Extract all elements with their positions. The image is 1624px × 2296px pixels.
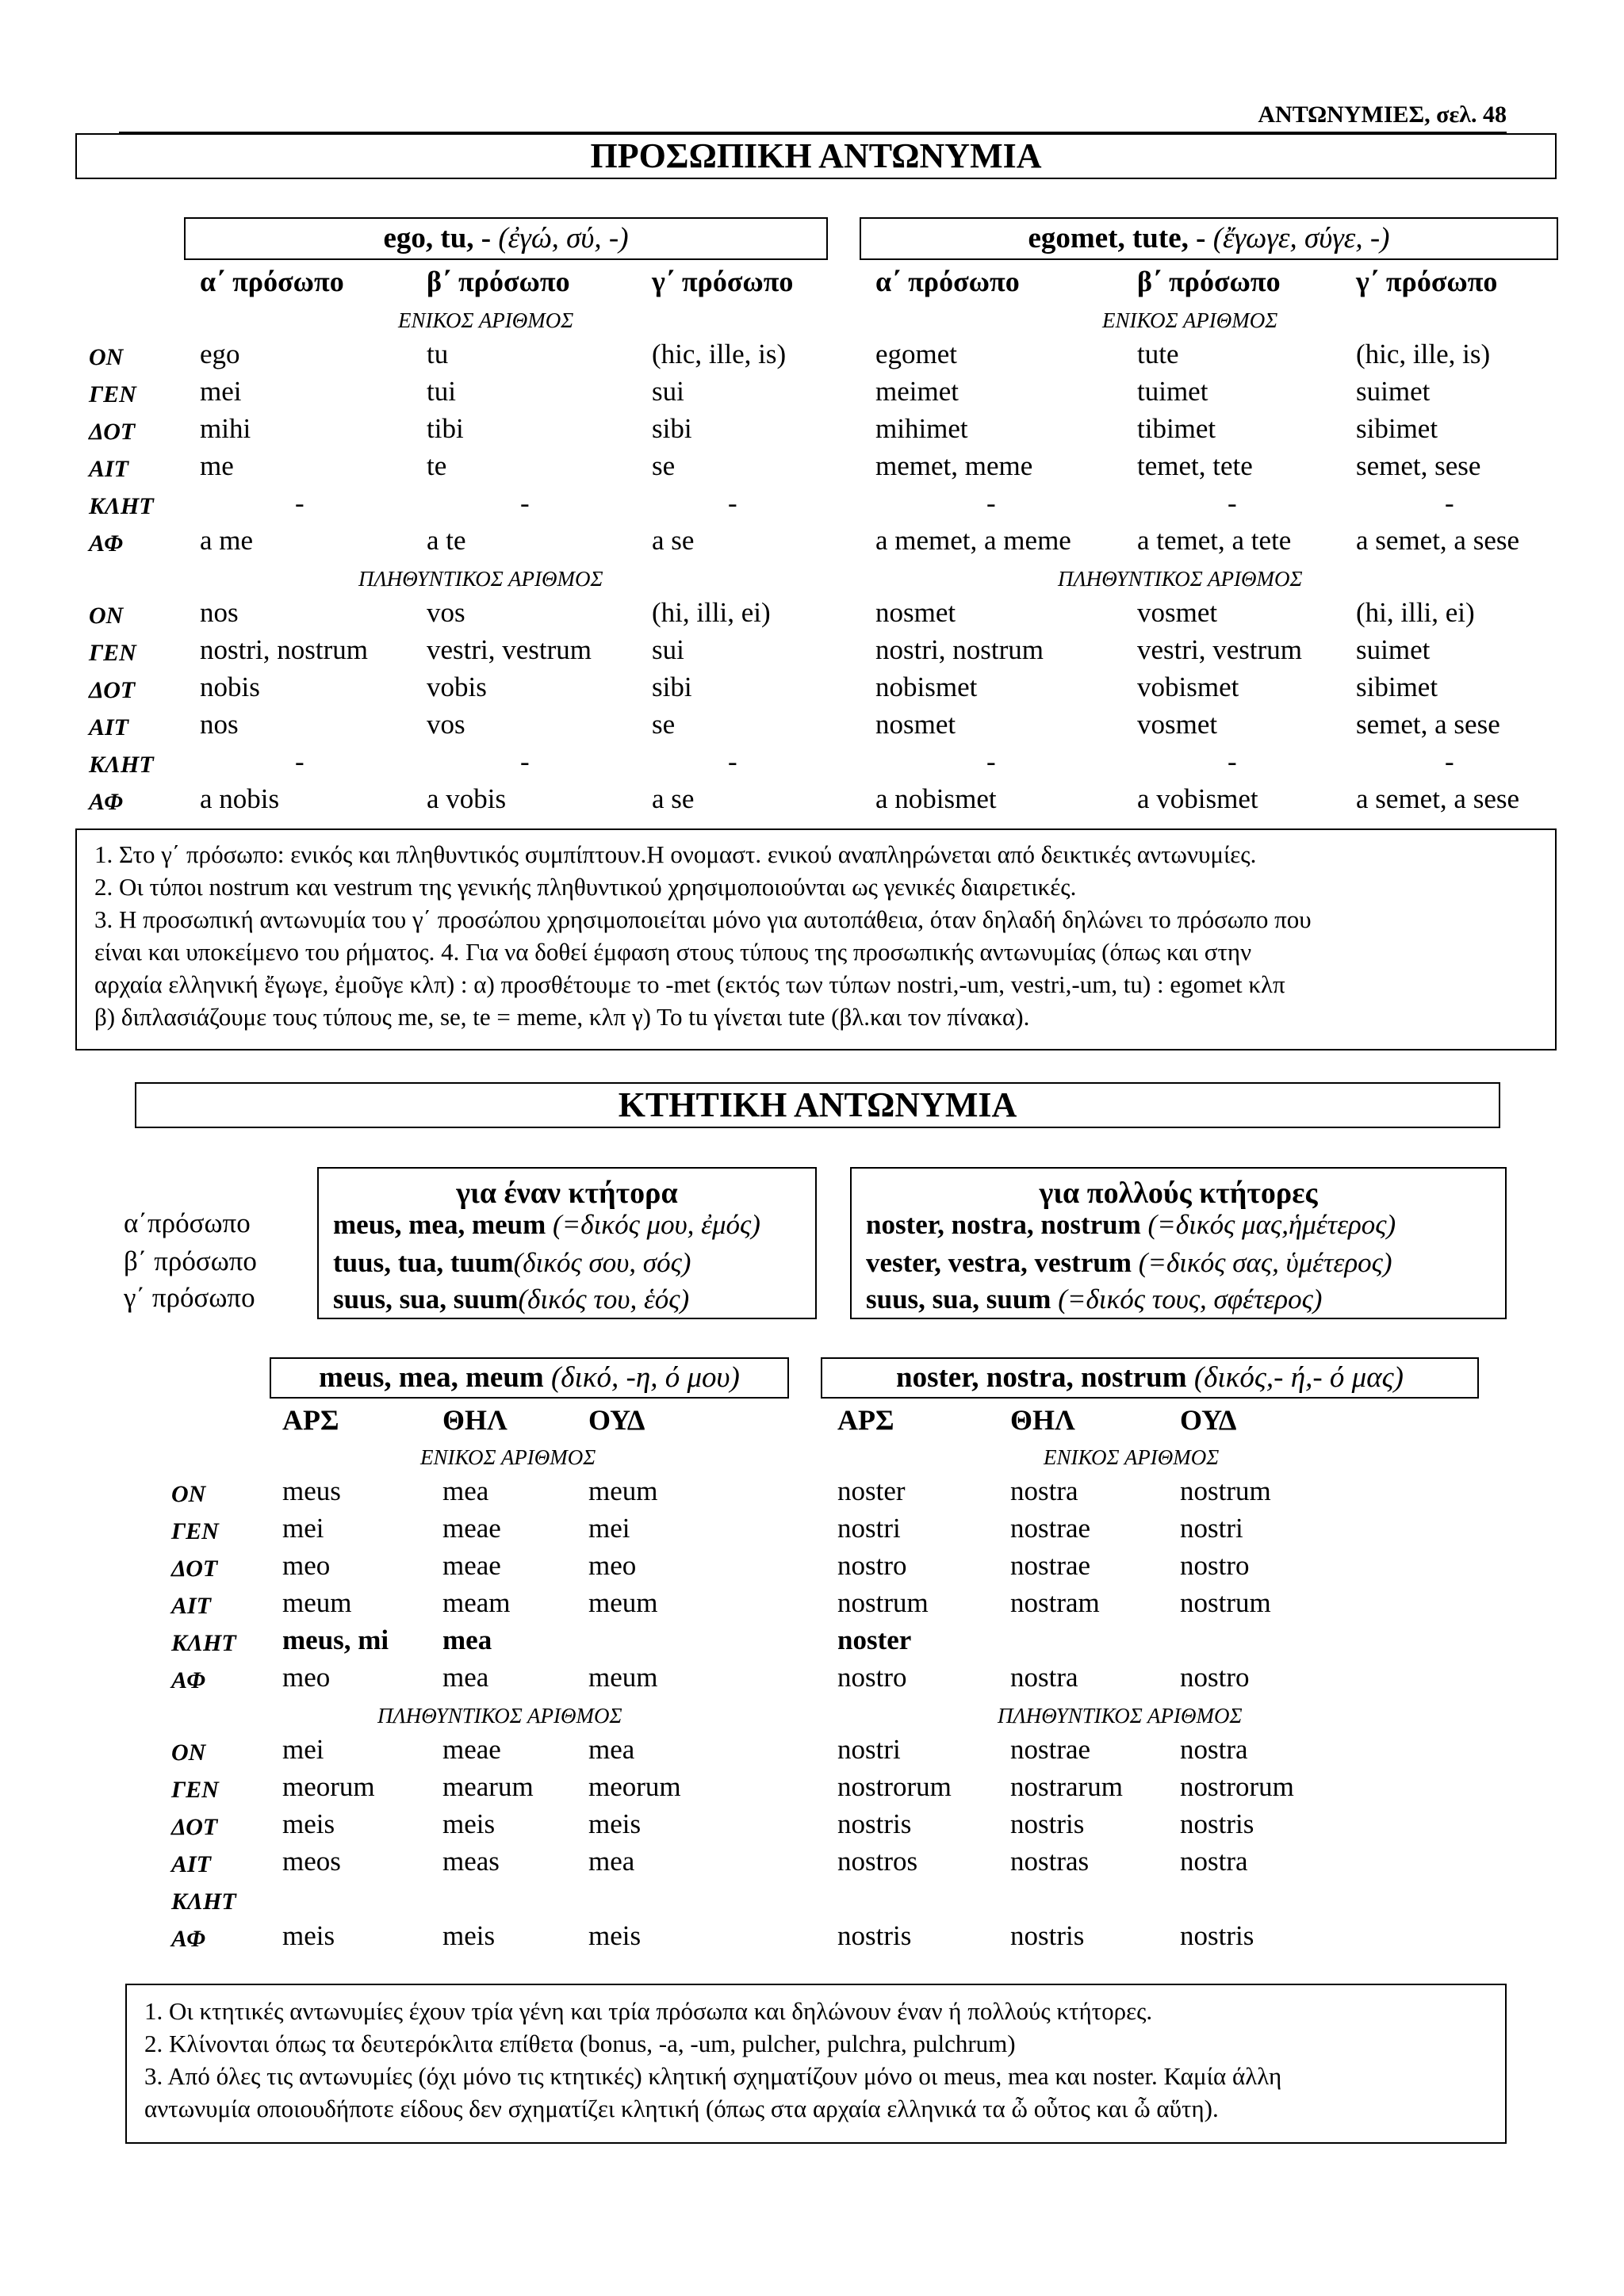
table-cell: nobismet	[875, 672, 978, 702]
case-label: ΔΟΤ	[89, 677, 136, 703]
table-cell: mea	[588, 1734, 635, 1765]
many-owners-title: για πολλούς κτήτορες	[1039, 1177, 1318, 1210]
table-cell: nosmet	[875, 709, 956, 740]
personal-singular-label-row	[0, 304, 1624, 336]
gender-headers	[0, 1402, 1624, 1438]
table-cell: meis	[588, 1808, 642, 1839]
note-line: 1. Στο γ΄ πρόσωπο: ενικός και πληθυντικός συμπίπτουν.Η ονομαστ. ενικού αναπληρώνεται από δεικτικές αντωνυμίες.	[94, 840, 1257, 868]
table-row	[0, 1622, 1624, 1659]
possessive-box-meus	[270, 1357, 789, 1399]
one-owner-forms: suus, sua, suum	[333, 1284, 519, 1314]
table-cell: -	[1228, 488, 1237, 519]
table-cell: nostra	[1180, 1846, 1248, 1877]
table-cell: vos	[427, 597, 465, 628]
table-cell: (hic, ille, is)	[652, 339, 787, 369]
table-cell: -	[1445, 746, 1454, 777]
table-cell: nostris	[1180, 1920, 1254, 1951]
personal-col-headers	[0, 263, 1624, 300]
table-cell: sibimet	[1356, 672, 1438, 702]
table-row	[0, 1843, 1624, 1880]
page-header	[119, 101, 1507, 133]
case-label: ΟΝ	[171, 1739, 206, 1766]
table-cell: mihimet	[875, 413, 968, 444]
table-cell: a nobismet	[875, 783, 997, 814]
many-owners-forms: vester, vestra, vestrum	[866, 1247, 1132, 1278]
case-label: ΔΟΤ	[89, 419, 136, 445]
many-owners-forms: suus, sua, suum	[866, 1284, 1051, 1314]
table-cell: te	[427, 450, 447, 481]
personal-plural-label: ΠΛΗΘΥΝΤΙΚΟΣ ΑΡΙΘΜΟΣ	[1058, 567, 1303, 591]
table-row	[0, 1769, 1624, 1805]
table-row	[0, 373, 1624, 410]
gender-header: ΘΗΛ	[442, 1404, 508, 1436]
one-owner-forms: meus, mea, meum	[333, 1209, 546, 1240]
table-cell: -	[986, 488, 996, 519]
table-cell: nostrorum	[1180, 1771, 1294, 1802]
possessive-box-noster-italic: (δικός,- ή,- ό μας)	[1186, 1361, 1404, 1394]
table-row	[0, 669, 1624, 706]
many-owners-forms: noster, nostra, nostrum	[866, 1209, 1141, 1240]
table-row	[0, 1806, 1624, 1843]
table-cell: a memet, a meme	[875, 525, 1071, 556]
table-cell: nostri	[837, 1734, 901, 1765]
table-cell: nostrum	[1180, 1475, 1271, 1506]
table-cell: a vobismet	[1137, 783, 1258, 814]
personal-col-header: γ΄ πρόσωπο	[652, 266, 794, 297]
case-label: ΑΦ	[89, 789, 123, 815]
possessive-singular-label: ΕΝΙΚΟΣ ΑΡΙΘΜΟΣ	[420, 1445, 596, 1469]
table-cell: sui	[652, 634, 684, 665]
personal-plural-label-row	[0, 563, 1624, 595]
gender-header: ΑΡΣ	[837, 1404, 894, 1436]
table-cell: nobis	[200, 672, 260, 702]
table-cell: meo	[588, 1550, 637, 1581]
table-cell: (hi, illi, ei)	[652, 597, 771, 628]
table-cell: meae	[442, 1513, 501, 1544]
table-cell: semet, sese	[1356, 450, 1481, 481]
table-cell: (hi, illi, ei)	[1356, 597, 1475, 628]
table-row	[0, 595, 1624, 631]
possessive-notes	[125, 1984, 1507, 2144]
personal-col-header: β΄ πρόσωπο	[1137, 266, 1281, 297]
table-cell: mei	[588, 1513, 630, 1544]
one-owner-line	[333, 1245, 691, 1281]
note-line: 1. Οι κτητικές αντωνυμίες έχουν τρία γένη και τρία πρόσωπα και δηλώνουν έναν ή πολλούς κτήτορες.	[144, 1997, 1153, 2025]
note-line: 3. Από όλες τις αντωνυμίες (όχι μόνο τις κτητικές) κλητική σχηματίζουν μόνο οι meus, mea και noster. Καμία άλλη	[144, 2062, 1282, 2090]
case-label: ΟΝ	[89, 344, 124, 370]
gender-header: ΘΗΛ	[1010, 1404, 1075, 1436]
table-cell: nosmet	[875, 597, 956, 628]
table-cell: sui	[652, 376, 684, 407]
table-row	[0, 744, 1624, 780]
table-cell: -	[1228, 746, 1237, 777]
case-label: ΔΟΤ	[171, 1556, 218, 1582]
table-cell: mea	[442, 1662, 489, 1693]
note-line: αντωνυμία οποιουδήποτε είδους δεν σχηματίζει κλητική (όπως στα αρχαία ελληνικά τα ὦ οὗτος και ὦ αὕτη).	[144, 2095, 1219, 2122]
case-label: ΓΕΝ	[89, 640, 136, 666]
possessive-plural-label-row	[0, 1700, 1624, 1732]
table-cell: mei	[282, 1734, 324, 1765]
possessive-box-noster	[821, 1357, 1479, 1399]
table-cell: -	[295, 746, 304, 777]
table-cell: nostra	[1180, 1734, 1248, 1765]
table-cell: meum	[588, 1475, 658, 1506]
table-cell: meum	[588, 1587, 658, 1618]
note-line: 2. Κλίνονται όπως τα δευτερόκλιτα επίθετα (bonus, -a, -um, pulcher, pulchra, pulchrum)	[144, 2030, 1016, 2057]
table-row	[0, 1659, 1624, 1696]
personal-plural-label: ΠΛΗΘΥΝΤΙΚΟΣ ΑΡΙΘΜΟΣ	[358, 567, 603, 591]
table-cell: meum	[282, 1587, 352, 1618]
table-cell: nostram	[1010, 1587, 1100, 1618]
table-cell: egomet	[875, 339, 958, 369]
one-owner-title: για έναν κτήτορα	[456, 1177, 678, 1210]
table-cell: nostrae	[1010, 1513, 1091, 1544]
table-cell: mearum	[442, 1771, 534, 1802]
table-cell: nostra	[1010, 1662, 1078, 1693]
case-label: ΔΟΤ	[171, 1814, 218, 1840]
table-cell: a temet, a tete	[1137, 525, 1292, 556]
table-cell: meis	[282, 1808, 335, 1839]
case-label: ΚΛΗΤ	[171, 1888, 236, 1915]
table-row	[0, 1548, 1624, 1584]
table-cell: tibimet	[1137, 413, 1216, 444]
table-cell: nostros	[837, 1846, 918, 1877]
many-owners-gloss: (=δικός τους, σφέτερος)	[1051, 1284, 1323, 1314]
table-cell: memet, meme	[875, 450, 1033, 481]
case-label: ΓΕΝ	[171, 1777, 219, 1803]
one-owner-line	[333, 1281, 689, 1318]
table-cell: vosmet	[1137, 709, 1218, 740]
table-row	[0, 1473, 1624, 1510]
page-header-text: ΑΝΤΩΝΥΜΙΕΣ, σελ. 48	[1258, 101, 1507, 128]
table-cell: mihi	[200, 413, 251, 444]
table-cell: -	[520, 488, 530, 519]
table-cell: tui	[427, 376, 456, 407]
table-cell: meam	[442, 1587, 511, 1618]
table-cell: meos	[282, 1846, 341, 1877]
table-cell: tibi	[427, 413, 464, 444]
table-cell: -	[728, 746, 737, 777]
table-cell: -	[1445, 488, 1454, 519]
one-owner-gloss: (δικός σου, σός)	[513, 1247, 691, 1278]
table-cell: meo	[282, 1550, 331, 1581]
many-owners-gloss: (=δικός σας, ὑμέτερος)	[1131, 1247, 1392, 1278]
personal-singular-label: ΕΝΙΚΟΣ ΑΡΙΘΜΟΣ	[1102, 308, 1278, 332]
table-cell: -	[986, 746, 996, 777]
note-line: είναι και υποκείμενο του ρήματος. 4. Για να δοθεί έμφαση στους τύπους της προσωπικής αντωνυμίας (όπως και στην	[94, 938, 1252, 966]
table-cell: nostris	[837, 1808, 912, 1839]
table-cell: semet, a sese	[1356, 709, 1500, 740]
table-cell: vosmet	[1137, 597, 1218, 628]
table-cell: meae	[442, 1550, 501, 1581]
table-cell: nostris	[1010, 1920, 1085, 1951]
table-cell: nostrarum	[1010, 1771, 1123, 1802]
table-cell: nostri, nostrum	[875, 634, 1044, 665]
table-cell: nos	[200, 597, 239, 628]
gender-header: ΟΥΔ	[588, 1404, 645, 1436]
table-cell: nostri, nostrum	[200, 634, 368, 665]
case-label: ΑΦ	[171, 1926, 205, 1952]
table-cell: a semet, a sese	[1356, 783, 1520, 814]
table-cell: meus, mi	[282, 1624, 389, 1655]
one-owner-line	[333, 1207, 760, 1243]
table-cell: sibimet	[1356, 413, 1438, 444]
table-cell: tuimet	[1137, 376, 1208, 407]
table-cell: vestri, vestrum	[427, 634, 592, 665]
table-cell: meimet	[875, 376, 959, 407]
table-cell: a te	[427, 525, 466, 556]
table-cell: se	[652, 450, 676, 481]
table-cell: nostris	[1010, 1808, 1085, 1839]
table-row	[0, 1732, 1624, 1768]
table-cell: nostro	[837, 1550, 907, 1581]
possessive-singular-label-row	[0, 1441, 1624, 1473]
table-cell: suimet	[1356, 376, 1431, 407]
person-label: γ΄ πρόσωπο	[124, 1282, 255, 1313]
one-owner-gloss: (=δικός μου, ἐμός)	[546, 1209, 760, 1240]
section-title-personal	[75, 133, 1557, 179]
case-label: ΚΛΗΤ	[89, 752, 154, 778]
table-row	[0, 411, 1624, 447]
one-owner-gloss: (δικός του, ἑός)	[518, 1284, 690, 1314]
table-row	[0, 632, 1624, 668]
table-cell: -	[728, 488, 737, 519]
table-cell: sibi	[652, 413, 692, 444]
possessive-box-noster-bold: noster, nostra, nostrum	[896, 1361, 1187, 1394]
personal-box-egomet-italic: (ἔγωγε, σύγε, -)	[1212, 222, 1390, 254]
table-cell: mei	[282, 1513, 324, 1544]
case-label: ΑΙΤ	[171, 1593, 212, 1619]
table-row	[0, 1510, 1624, 1547]
possessive-box-meus-bold: meus, mea, meum	[319, 1361, 544, 1394]
table-cell: -	[520, 746, 530, 777]
personal-col-header: α΄ πρόσωπο	[875, 266, 1020, 297]
personal-singular-label: ΕΝΙΚΟΣ ΑΡΙΘΜΟΣ	[398, 308, 574, 332]
table-cell: me	[200, 450, 234, 481]
table-cell: nostrum	[1180, 1587, 1271, 1618]
personal-col-header: α΄ πρόσωπο	[200, 266, 344, 297]
case-label: ΑΦ	[171, 1667, 205, 1693]
table-cell: meis	[442, 1808, 496, 1839]
table-cell: meorum	[282, 1771, 375, 1802]
person-label: β΄ πρόσωπο	[124, 1246, 257, 1276]
table-cell: nostri	[837, 1513, 901, 1544]
personal-box-ego	[184, 217, 828, 260]
possessive-plural-label: ΠΛΗΘΥΝΤΙΚΟΣ ΑΡΙΘΜΟΣ	[998, 1704, 1243, 1728]
possessive-box-meus-italic: (δικό, -η, ό μου)	[543, 1361, 740, 1394]
note-line: 3. Η προσωπική αντωνυμία του γ΄ προσώπου χρησιμοποιείται μόνο για αυτοπάθεια, όταν δηλαδή δηλώνει το πρόσωπο που	[94, 905, 1312, 933]
case-label: ΑΙΤ	[89, 456, 129, 482]
table-cell: nostris	[837, 1920, 912, 1951]
case-label: ΟΝ	[171, 1481, 206, 1507]
table-row	[0, 1918, 1624, 1954]
table-cell: meae	[442, 1734, 501, 1765]
one-owner-box	[317, 1167, 817, 1319]
note-line: β) διπλασιάζουμε τους τύπους me, se, te = meme, κλπ γ) Το tu γίνεται tute (βλ.και τον πίνακα).	[94, 1003, 1030, 1031]
table-cell: a nobis	[200, 783, 280, 814]
table-cell: nostra	[1010, 1475, 1078, 1506]
table-cell: mei	[200, 376, 242, 407]
case-label: ΓΕΝ	[171, 1518, 219, 1544]
table-cell: (hic, ille, is)	[1356, 339, 1491, 369]
person-label: α΄πρόσωπο	[124, 1207, 251, 1238]
table-cell: nostrae	[1010, 1550, 1091, 1581]
possessive-plural-label: ΠΛΗΘΥΝΤΙΚΟΣ ΑΡΙΘΜΟΣ	[377, 1704, 622, 1728]
table-cell: nostras	[1010, 1846, 1090, 1877]
table-cell: a vobis	[427, 783, 507, 814]
many-owners-box	[850, 1167, 1507, 1319]
table-row	[0, 1585, 1624, 1621]
table-cell: -	[295, 488, 304, 519]
note-line: 2. Οι τύποι nostrum και vestrum της γενικής πληθυντικού χρησιμοποιούνται ως γενικές διαιρετικές.	[94, 873, 1077, 901]
table-cell: mea	[442, 1624, 492, 1655]
table-cell: vobis	[427, 672, 487, 702]
many-owners-line	[866, 1281, 1322, 1318]
gender-header: ΑΡΣ	[282, 1404, 339, 1436]
table-cell: a semet, a sese	[1356, 525, 1520, 556]
case-label: ΓΕΝ	[89, 381, 136, 408]
personal-box-ego-bold: ego, tu, -	[383, 222, 492, 254]
case-label: ΑΙΤ	[171, 1851, 212, 1877]
possessive-singular-label: ΕΝΙΚΟΣ ΑΡΙΘΜΟΣ	[1044, 1445, 1220, 1469]
table-cell: se	[652, 709, 676, 740]
personal-box-egomet-bold: egomet, tute, -	[1028, 222, 1206, 254]
section-title-possessive-text: ΚΤΗΤΙΚΗ ΑΝΤΩΝΥΜΙΑ	[618, 1085, 1017, 1124]
case-label: ΚΛΗΤ	[171, 1630, 236, 1656]
many-owners-line	[866, 1245, 1392, 1281]
table-cell: a se	[652, 783, 695, 814]
table-row	[0, 706, 1624, 743]
table-cell: vestri, vestrum	[1137, 634, 1303, 665]
table-cell: mea	[442, 1475, 489, 1506]
personal-box-ego-italic: (ἐγώ, σύ, -)	[498, 222, 629, 254]
table-cell: meis	[588, 1920, 642, 1951]
table-cell: tute	[1137, 339, 1179, 369]
table-cell: sibi	[652, 672, 692, 702]
table-row	[0, 336, 1624, 373]
section-title-possessive	[135, 1082, 1500, 1128]
many-owners-line	[866, 1207, 1396, 1243]
table-cell: nostrorum	[837, 1771, 952, 1802]
note-line: αρχαία ελληνική ἔγωγε, ἐμοῦγε κλπ) : α) προσθέτουμε το -met (εκτός των τύπων nostri,-um, vestri,-um, tu) : egomet κλπ	[94, 970, 1285, 998]
table-row	[0, 781, 1624, 817]
table-cell: meas	[442, 1846, 500, 1877]
case-label: ΑΦ	[89, 530, 123, 557]
many-owners-gloss: (=δικός μας,ἡμέτερος)	[1140, 1209, 1396, 1240]
personal-notes	[75, 828, 1557, 1050]
table-row	[0, 485, 1624, 522]
table-cell: noster	[837, 1475, 906, 1506]
section-title-personal-text: ΠΡΟΣΩΠΙΚΗ ΑΝΤΩΝΥΜΙΑ	[590, 136, 1042, 175]
table-cell: suimet	[1356, 634, 1431, 665]
table-row	[0, 448, 1624, 484]
table-cell: nostri	[1180, 1513, 1243, 1544]
table-cell: meis	[282, 1920, 335, 1951]
table-cell: vos	[427, 709, 465, 740]
table-cell: tu	[427, 339, 449, 369]
table-cell: meis	[442, 1920, 496, 1951]
one-owner-forms: tuus, tua, tuum	[333, 1247, 514, 1278]
table-cell: vobismet	[1137, 672, 1239, 702]
table-cell: a me	[200, 525, 254, 556]
table-cell: meo	[282, 1662, 331, 1693]
case-label: ΟΝ	[89, 603, 124, 629]
personal-box-egomet	[860, 217, 1558, 260]
table-cell: nos	[200, 709, 239, 740]
table-cell: nostrum	[837, 1587, 929, 1618]
table-cell: nostro	[1180, 1662, 1250, 1693]
table-cell: nostrae	[1010, 1734, 1091, 1765]
table-cell: nostro	[1180, 1550, 1250, 1581]
table-cell: temet, tete	[1137, 450, 1253, 481]
table-cell: meus	[282, 1475, 341, 1506]
personal-col-header: β΄ πρόσωπο	[427, 266, 570, 297]
table-cell: nostris	[1180, 1808, 1254, 1839]
table-cell: a se	[652, 525, 695, 556]
table-cell: ego	[200, 339, 240, 369]
gender-header: ΟΥΔ	[1180, 1404, 1237, 1436]
table-cell: nostro	[837, 1662, 907, 1693]
table-row	[0, 522, 1624, 559]
table-row	[0, 1881, 1624, 1917]
table-cell: noster	[837, 1624, 912, 1655]
case-label: ΚΛΗΤ	[89, 493, 154, 519]
case-label: ΑΙΤ	[89, 714, 129, 740]
table-cell: meum	[588, 1662, 658, 1693]
personal-col-header: γ΄ πρόσωπο	[1356, 266, 1498, 297]
table-cell: mea	[588, 1846, 635, 1877]
table-cell: meorum	[588, 1771, 681, 1802]
